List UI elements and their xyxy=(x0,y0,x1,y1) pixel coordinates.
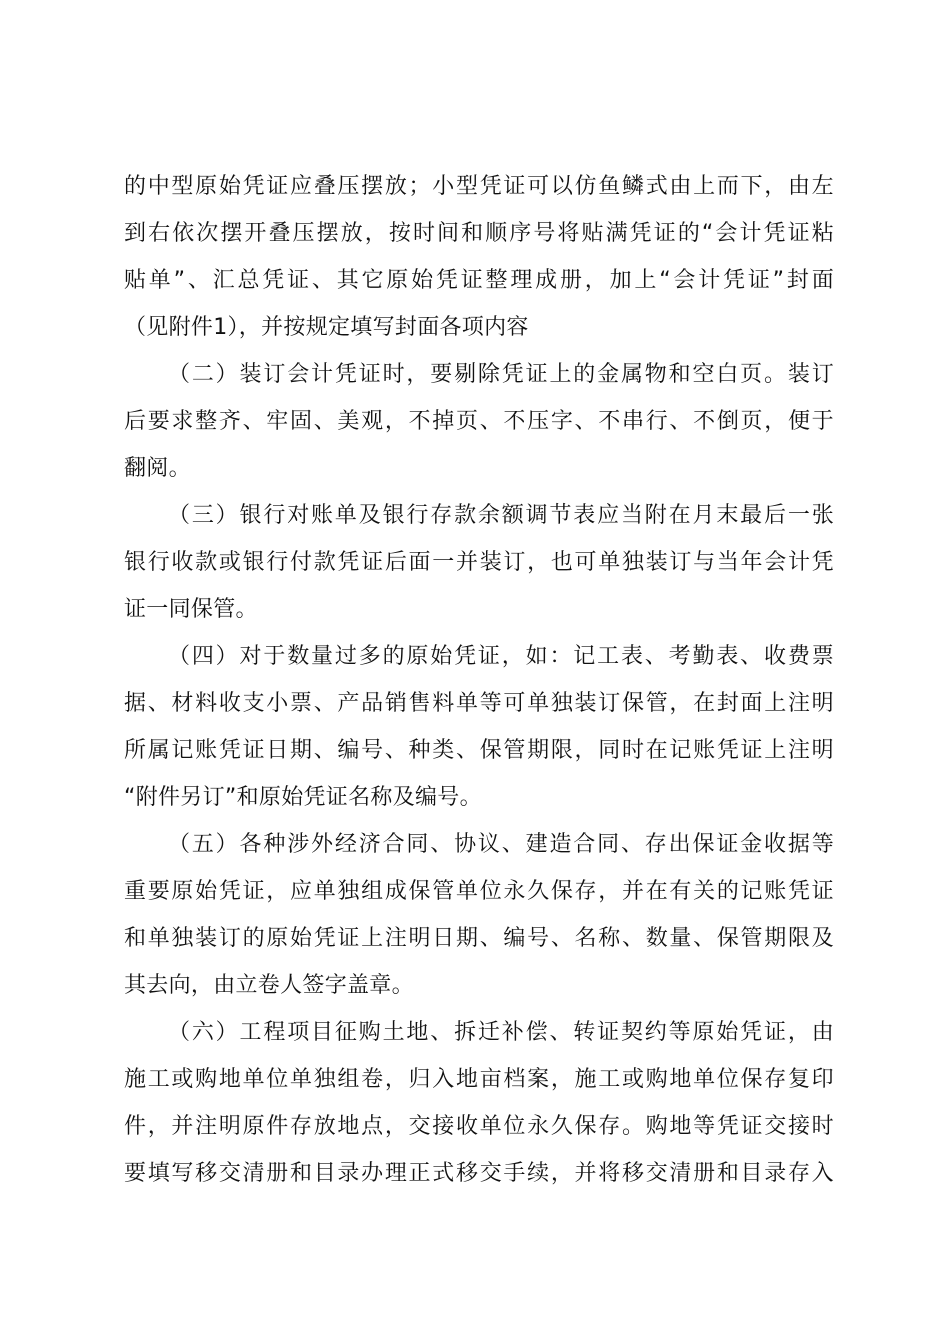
text-line: （三）银行对账单及银行存款余额调节表应当附在月末最后一张 xyxy=(168,503,834,528)
text-line: 要填写移交清册和目录办理正式移交手续，并将移交清册和目录存入 xyxy=(124,1161,834,1186)
text-line: 重要原始凭证，应单独组成保管单位永久保存，并在有关的记账凭证 xyxy=(124,879,834,904)
text-line: （见附件1），并按规定填写封面各项内容 xyxy=(124,315,529,340)
text-line: 施工或购地单位单独组卷，归入地亩档案，施工或购地单位保存复印 xyxy=(124,1067,834,1092)
text-line: 件，并注明原件存放地点，交接收单位永久保存。购地等凭证交接时 xyxy=(124,1114,834,1139)
text-line: （二）装订会计凭证时，要剔除凭证上的金属物和空白页。装订 xyxy=(168,362,834,387)
document-body xyxy=(124,163,834,1197)
text-line: 据、材料收支小票、产品销售料单等可单独装订保管，在封面上注明 xyxy=(124,691,834,716)
text-line: （五）各种涉外经济合同、协议、建造合同、存出保证金收据等 xyxy=(168,832,834,857)
text-line: 其去向，由立卷人签字盖章。 xyxy=(124,973,414,998)
text-line: 贴单”、汇总凭证、其它原始凭证整理成册，加上“会计凭证”封面 xyxy=(124,268,834,293)
text-line: “附件另订”和原始凭证名称及编号。 xyxy=(124,785,482,810)
text-line: 证一同保管。 xyxy=(124,597,258,622)
text-line: （六）工程项目征购土地、拆迁补偿、转证契约等原始凭证，由 xyxy=(168,1020,834,1045)
text-line: 的中型原始凭证应叠压摆放；小型凭证可以仿鱼鳞式由上而下，由左 xyxy=(124,174,834,199)
text-line: 后要求整齐、牢固、美观，不掉页、不压字、不串行、不倒页，便于 xyxy=(124,409,834,434)
text-line: 银行收款或银行付款凭证后面一并装订，也可单独装订与当年会计凭 xyxy=(124,550,834,575)
text-line: 翻阅。 xyxy=(124,456,191,481)
text-line: （四）对于数量过多的原始凭证，如：记工表、考勤表、收费票 xyxy=(168,644,834,669)
text-line: 所属记账凭证日期、编号、种类、保管期限，同时在记账凭证上注明 xyxy=(124,738,834,763)
text-line: 和单独装订的原始凭证上注明日期、编号、名称、数量、保管期限及 xyxy=(124,926,834,951)
text-line: 到右依次摆开叠压摆放，按时间和顺序号将贴满凭证的“会计凭证粘 xyxy=(124,221,834,246)
